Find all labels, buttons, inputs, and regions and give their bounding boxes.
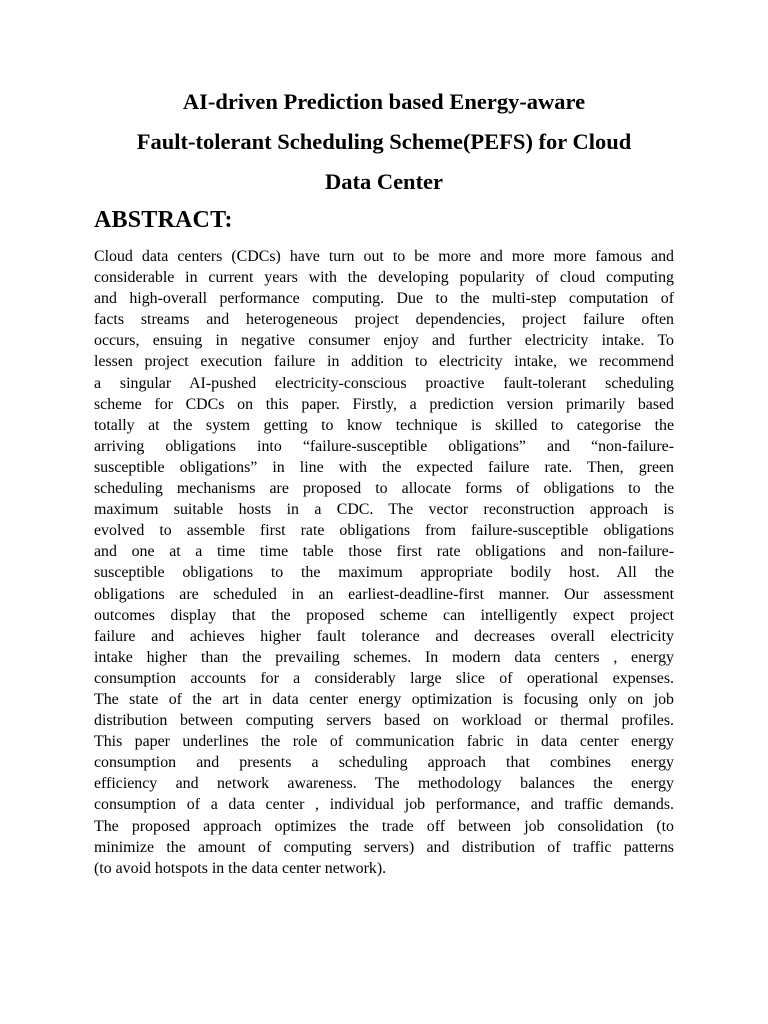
title-line: AI-driven Prediction based Energy-aware <box>182 89 586 114</box>
abstract-line: considerable in current years with the developing popularity of cloud computing <box>94 269 674 287</box>
abstract-line: lessen project execution failure in addition to electricity intake, we recommend <box>94 353 674 371</box>
abstract-line: consumption and presents a scheduling approach that combines energy <box>94 754 674 772</box>
abstract-line: a singular AI-pushed electricity-conscious proactive fault-tolerant scheduling <box>94 374 674 392</box>
title-line: Fault-tolerant Scheduling Scheme(PEFS) for Cloud <box>136 129 632 154</box>
abstract-line: outcomes display that the proposed scheme can intelligently expect project <box>94 606 674 624</box>
abstract-line: consumption of a data center , individual job performance, and traffic demands. <box>94 796 674 814</box>
paper-title <box>60 82 708 202</box>
abstract-line: (to avoid hotspots in the data center network). <box>94 859 387 877</box>
abstract-line: susceptible obligations to the maximum appropriate bodily host. All the <box>94 564 674 582</box>
abstract-line: The state of the art in data center energy optimization is focusing only on job <box>94 690 674 708</box>
abstract-line: susceptible obligations” in line with the expected failure rate. Then, green <box>94 458 674 476</box>
abstract-line: consumption accounts for a considerably large slice of operational expenses. <box>94 669 674 687</box>
abstract-line: efficiency and network awareness. The methodology balances the energy <box>94 775 674 793</box>
abstract-line: arriving obligations into “failure-susceptible obligations” and “non-failure- <box>94 437 674 455</box>
abstract-line: occurs, ensuing in negative consumer enjoy and further electricity intake. To <box>94 332 674 350</box>
abstract-line: and high-overall performance computing. Due to the multi-step computation of <box>94 290 674 308</box>
abstract-line: facts streams and heterogeneous project dependencies, project failure often <box>94 311 674 329</box>
abstract-line: distribution between computing servers based on workload or thermal profiles. <box>94 712 674 730</box>
abstract-line: This paper underlines the role of communication fabric in data center energy <box>94 733 674 751</box>
abstract-line: intake higher than the prevailing schemes. In modern data centers , energy <box>94 648 674 666</box>
abstract-heading: ABSTRACT: <box>94 207 233 233</box>
abstract-line: evolved to assemble first rate obligations from failure-susceptible obligations <box>94 522 674 540</box>
abstract-line: obligations are scheduled in an earliest-deadline-first manner. Our assessment <box>94 585 674 603</box>
abstract-line: scheduling mechanisms are proposed to allocate forms of obligations to the <box>94 480 674 498</box>
abstract-line: and one at a time time table those first rate obligations and non-failure- <box>94 543 674 561</box>
abstract-line: maximum suitable hosts in a CDC. The vector reconstruction approach is <box>94 501 674 519</box>
abstract-line: The proposed approach optimizes the trade off between job consolidation (to <box>94 817 674 835</box>
abstract-line: Cloud data centers (CDCs) have turn out to be more and more more famous and <box>94 248 674 265</box>
abstract-line: minimize the amount of computing servers) and distribution of traffic patterns <box>94 838 674 856</box>
title-line: Data Center <box>324 169 444 194</box>
abstract-line: scheme for CDCs on this paper. Firstly, a prediction version primarily based <box>94 395 674 413</box>
abstract-line: failure and achieves higher fault tolerance and decreases overall electricity <box>94 627 674 645</box>
abstract-body <box>94 246 674 879</box>
abstract-line: totally at the system getting to know technique is skilled to categorise the <box>94 416 674 434</box>
